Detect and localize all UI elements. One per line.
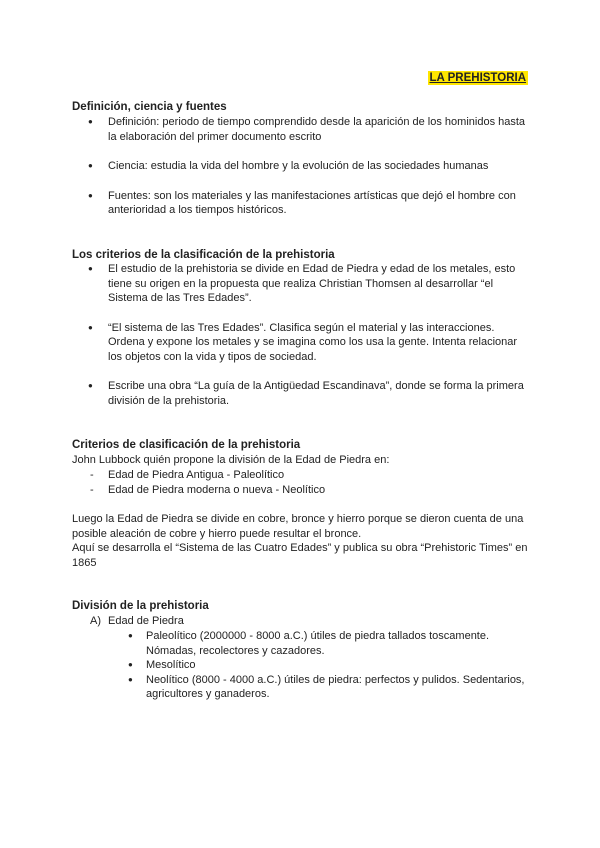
list-item: ● El estudio de la prehistoria se divide en Edad de Piedra y edad de los metales, esto tiene su origen en la propuesta que realiza Christian Thomsen al desarrollar “el Sistema de las Tres Edades”. — [88, 262, 528, 306]
alpha-marker: A) — [90, 615, 101, 627]
alpha-item-edad-de-piedra — [90, 614, 184, 629]
section-heading-division: División de la prehistoria — [72, 600, 209, 612]
list-item: ● Ciencia: estudia la vida del hombre y la evolución de las sociedades humanas — [88, 159, 528, 174]
edad-piedra-list — [128, 629, 528, 702]
document-title: LA PREHISTORIA — [429, 72, 526, 84]
list-item: ● Mesolítico — [128, 658, 528, 673]
section-heading-criterios: Los criterios de la clasificación de la prehistoria — [72, 249, 335, 261]
definicion-list — [88, 115, 528, 218]
lubbock-intro: John Lubbock quién propone la división de la Edad de Piedra en: — [72, 454, 390, 466]
list-item: ● “El sistema de las Tres Edades”. Clasifica según el material y las interacciones. Ordena y expone los metales y se imagina como los usa la gente. Intenta relacionar los objetos con la vida y tipos de sociedad. — [88, 321, 528, 365]
paragraph-cuatro-edades: Aquí se desarrolla el “Sistema de las Cuatro Edades” y publica su obra “Prehistoric Times” en 1865 — [72, 542, 528, 569]
list-item: ● Paleolítico (2000000 - 8000 a.C.) útiles de piedra tallados toscamente. Nómadas, recolectores y cazadores. — [128, 629, 528, 658]
list-item: ● Definición: periodo de tiempo comprendido desde la aparición de los hominidos hasta la elaboración del primer documento escrito — [88, 115, 528, 144]
section-heading-definicion: Definición, ciencia y fuentes — [72, 101, 227, 113]
paragraph-cobre: Luego la Edad de Piedra se divide en cobre, bronce y hierro porque se dieron cuenta de una posible aleación de cobre y hierro puede resultar el bronce. — [72, 513, 524, 540]
list-item: - Edad de Piedra Antigua - Paleolítico — [88, 468, 528, 483]
section-heading-clasificacion: Criterios de clasificación de la prehistoria — [72, 439, 301, 451]
criterios-list — [88, 262, 528, 408]
list-item: ● Fuentes: son los materiales y las manifestaciones artísticas que dejó el hombre con anterioridad a los tiempos históricos. — [88, 189, 528, 218]
list-item: ● Neolítico (8000 - 4000 a.C.) útiles de piedra: perfectos y pulidos. Sedentarios, agricultores y ganaderos. — [128, 673, 528, 702]
list-item: ● Escribe una obra “La guía de la Antigüedad Escandinava”, donde se forma la primera división de la prehistoria. — [88, 379, 528, 408]
lubbock-list — [88, 468, 528, 497]
alpha-label: Edad de Piedra — [108, 615, 184, 627]
list-item: - Edad de Piedra moderna o nueva - Neolítico — [88, 483, 528, 498]
